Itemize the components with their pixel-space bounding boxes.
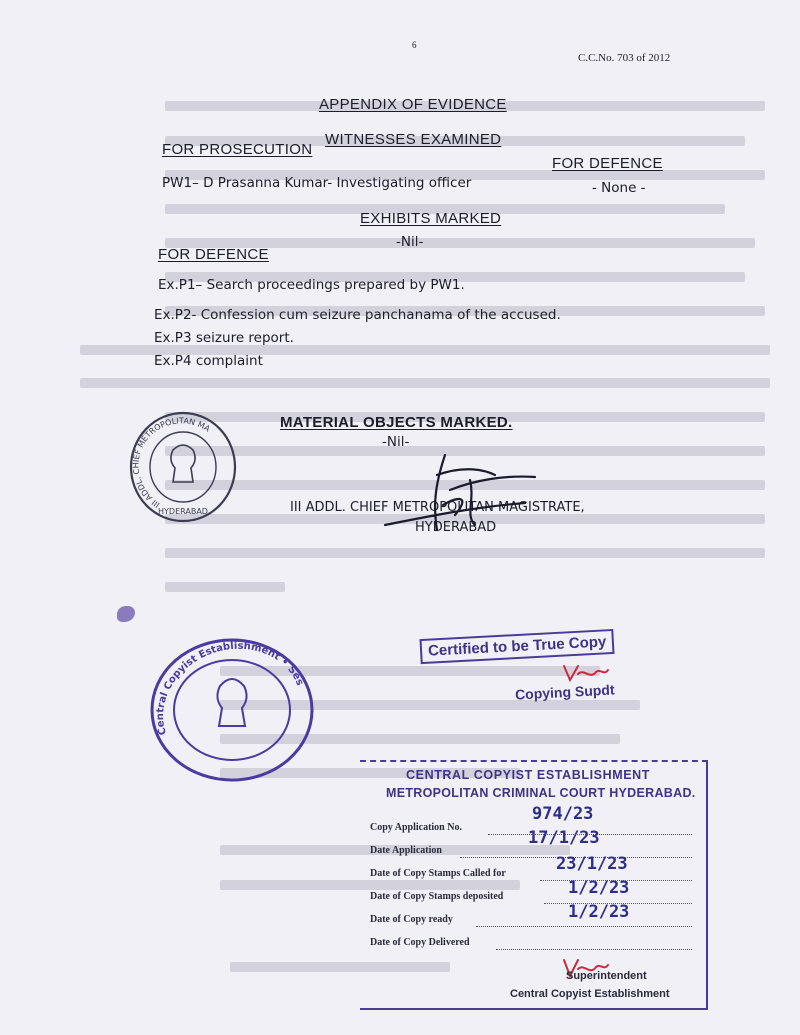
defence-witness: - None - [592, 180, 646, 196]
case-number: C.C.No. 703 of 2012 [578, 52, 671, 64]
copyist-stamp-subtitle: METROPOLITAN CRIMINAL COURT HYDERABAD. [386, 786, 696, 800]
copy-delivered-label: Date of Copy Delivered [370, 937, 470, 948]
stamps-called-label: Date of Copy Stamps Called for [370, 868, 506, 879]
field-underline [496, 949, 692, 950]
exhibit-item: Ex.P2- Confession cum seizure panchanama of the accused. [154, 307, 561, 323]
material-objects-heading: MATERIAL OBJECTS MARKED. [280, 414, 513, 431]
copying-supdt-label: Copying Supdt [514, 681, 615, 703]
copy-ready-label: Date of Copy ready [370, 914, 453, 925]
exhibit-item: Ex.P1– Search proceedings prepared by PW1. [158, 277, 465, 293]
supdt-signature [560, 660, 610, 684]
court-seal [148, 636, 316, 784]
stamps-called-value: 23/1/23 [556, 854, 628, 874]
exhibits-nil: -Nil- [396, 234, 424, 250]
exhibit-item: Ex.P3 seizure report. [154, 330, 294, 346]
prosecution-witness: PW1– D Prasanna Kumar- Investigating officer [162, 175, 472, 191]
copy-application-no-label: Copy Application No. [370, 822, 462, 833]
copy-ready-value: 1/2/23 [568, 902, 630, 922]
copyist-stamp-title: CENTRAL COPYIST ESTABLISHMENT [406, 768, 651, 782]
defence-heading: FOR DEFENCE [552, 155, 663, 172]
copyist-stamp [360, 760, 708, 1010]
material-objects-nil: -Nil- [382, 434, 410, 450]
court-seal-ring-text: Central Copyist Establishment • Sessions [155, 640, 306, 737]
prosecution-heading: FOR PROSECUTION [162, 141, 313, 158]
certified-copy-stamp [420, 632, 660, 710]
svg-text:III ADDL. CHIEF METROPOLITAN M [128, 410, 212, 518]
stamps-deposited-value: 1/2/23 [568, 878, 630, 898]
exhibit-item: Ex.P4 complaint [154, 353, 263, 369]
magistrate-seal-bottom-text: HYDERABAD [158, 507, 208, 516]
magistrate-signature [375, 445, 545, 540]
svg-text:Central Copyist Establishment [148, 636, 305, 740]
magistrate-seal-ring-text: III ADDL. CHIEF METROPOLITAN MAGISTRATE [131, 416, 212, 510]
signatory-designation: III ADDL. CHIEF METROPOLITAN MAGISTRATE, [290, 500, 585, 515]
page-number: 6 [412, 40, 417, 50]
witnesses-heading: WITNESSES EXAMINED [325, 131, 502, 148]
exhibits-heading: EXHIBITS MARKED [360, 210, 502, 227]
superintendent-label: Superintendent [566, 970, 647, 982]
stamps-deposited-label: Date of Copy Stamps deposited [370, 891, 504, 902]
appendix-title: APPENDIX OF EVIDENCE [319, 96, 507, 113]
copy-application-no-value: 974/23 [532, 804, 594, 824]
copyist-establishment-label: Central Copyist Establishment [510, 988, 670, 1000]
signatory-place: HYDERABAD [415, 520, 497, 535]
exhibits-defence-heading: FOR DEFENCE [158, 246, 269, 263]
date-application-value: 17/1/23 [528, 828, 600, 848]
field-underline [476, 926, 692, 927]
certified-copy-label: Certified to be True Copy [419, 629, 614, 664]
date-application-label: Date Application [370, 845, 442, 856]
ink-smudge [117, 606, 135, 622]
magistrate-seal [128, 410, 238, 525]
